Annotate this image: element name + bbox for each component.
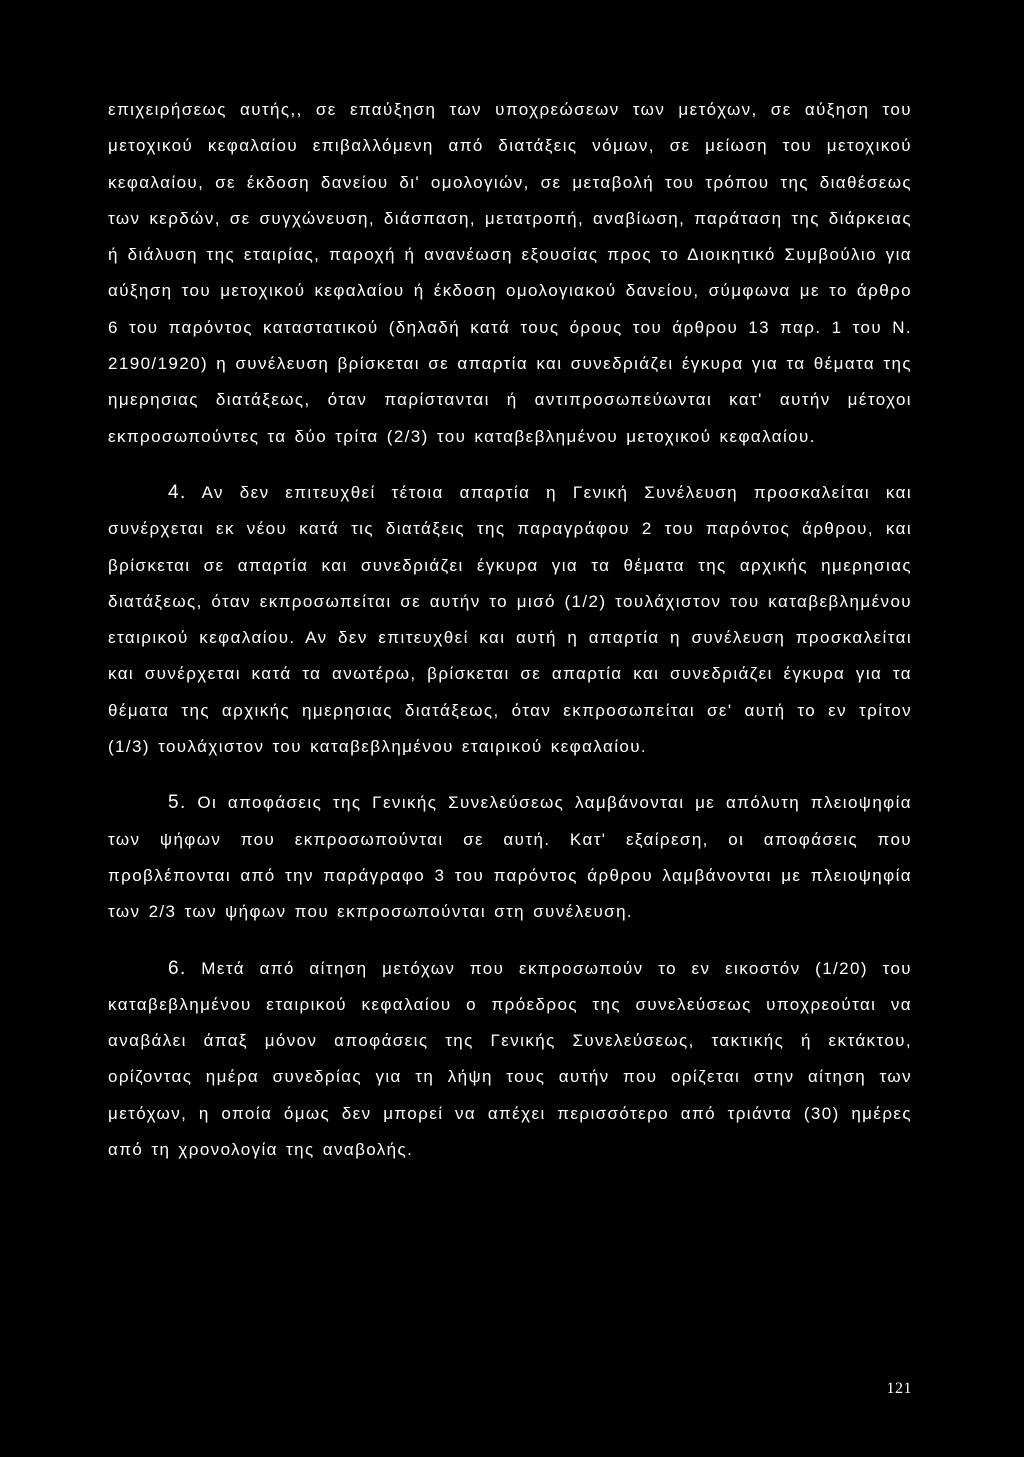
paragraph-4: [108, 475, 912, 765]
paragraph-5: [108, 785, 912, 930]
paragraph-number: 5.: [168, 792, 187, 814]
paragraph-continuation: [108, 92, 912, 455]
paragraph-text: Μετά από αίτηση μετόχων που εκπροσωπούν το εν εικοστόν (1/20) του καταβεβλημένου εταιρικού κεφαλαίου ο πρόεδρος της συνελεύσεως υποχρεούται να αναβάλει άπαξ μόνον αποφάσεις της Γενικής Συνελεύσεως, τακτικής ή εκτάκτου, ορίζοντας ημέρα συνεδρίας για τη λήψη τους αυτήν που ορίζεται στην αίτηση των μετόχων, η οποία όμως δεν μπορεί να απέχει περισσότερο από τριάντα (30) ημέρες από τη χρονολογία της αναβολής.: [108, 958, 913, 1160]
paragraph-number: 6.: [168, 957, 187, 979]
document-page: [108, 92, 912, 1168]
paragraph-text: Οι αποφάσεις της Γενικής Συνελεύσεως λαμβάνονται με απόλυτη πλειοψηφία των ψήφων που εκπροσωπούνται σε αυτή. Κατ' εξαίρεση, οι αποφάσεις που προβλέπονται από την παράγραφο 3 του παρόντος άρθρου λαμβάνονται με πλειοψηφία των 2/3 των ψήφων που εκπροσωπούνται στη συνέλευση.: [108, 793, 913, 922]
paragraph-text: Αν δεν επιτευχθεί τέτοια απαρτία η Γενική Συνέλευση προσκαλείται και συνέρχεται εκ νέου κατά τις διατάξεις της παραγράφου 2 του παρόντος άρθρου, και βρίσκεται σε απαρτία και συνεδριάζει έγκυρα για τα θέματα της αρχικής ημερησιας διατάξεως, όταν εκπροσωπείται σε αυτήν το μισό (1/2) τουλάχιστον του καταβεβλημένου εταιρικού κεφαλαίου. Αν δεν επιτευχθεί και αυτή η απαρτία η συνέλευση προσκαλείται και συνέρχεται κατά τα ανωτέρω, βρίσκεται σε απαρτία και συνεδριάζει έγκυρα για τα θέματα της αρχικής ημερησιας διατάξεως, όταν εκπροσωπείται σε' αυτή το εν τρίτον (1/3) τουλάχιστον του καταβεβλημένου εταιρικού κεφαλαίου.: [108, 482, 913, 757]
paragraph-number: 4.: [168, 481, 187, 503]
paragraph-6: [108, 951, 912, 1169]
page-number: 121: [886, 1380, 912, 1397]
paragraph-text: επιχειρήσεως αυτής,, σε επαύξηση των υποχρεώσεων των μετόχων, σε αύξηση του μετοχικού κεφαλαίου επιβαλλόμενη από διατάξεις νόμων, σε μείωση του μετοχικού κεφαλαίου, σε έκδοση δανείου δι' ομολογιών, σε μεταβολή του τρόπου της διαθέσεως των κερδών, σε συγχώνευση, διάσπαση, μετατροπή, αναβίωση, παράταση της διάρκειας ή διάλυση της εταιρίας, παροχή ή ανανέωση εξουσίας προς το Διοικητικό Συμβούλιο για αύξηση του μετοχικού κεφαλαίου ή έκδοση ομολογιακού δανείου, σύμφωνα με το άρθρο 6 του παρόντος καταστατικού (δηλαδή κατά τους όρους του άρθρου 13 παρ. 1 του Ν. 2190/1920) η συνέλευση βρίσκεται σε απαρτία και συνεδριάζει έγκυρα για τα θέματα της ημερησιας διατάξεως, όταν παρίστανται ή αντιπροσωπεύωνται κατ' αυτήν μέτοχοι εκπροσωπούντες τα δύο τρίτα (2/3) του καταβεβλημένου μετοχικού κεφαλαίου.: [108, 100, 912, 446]
